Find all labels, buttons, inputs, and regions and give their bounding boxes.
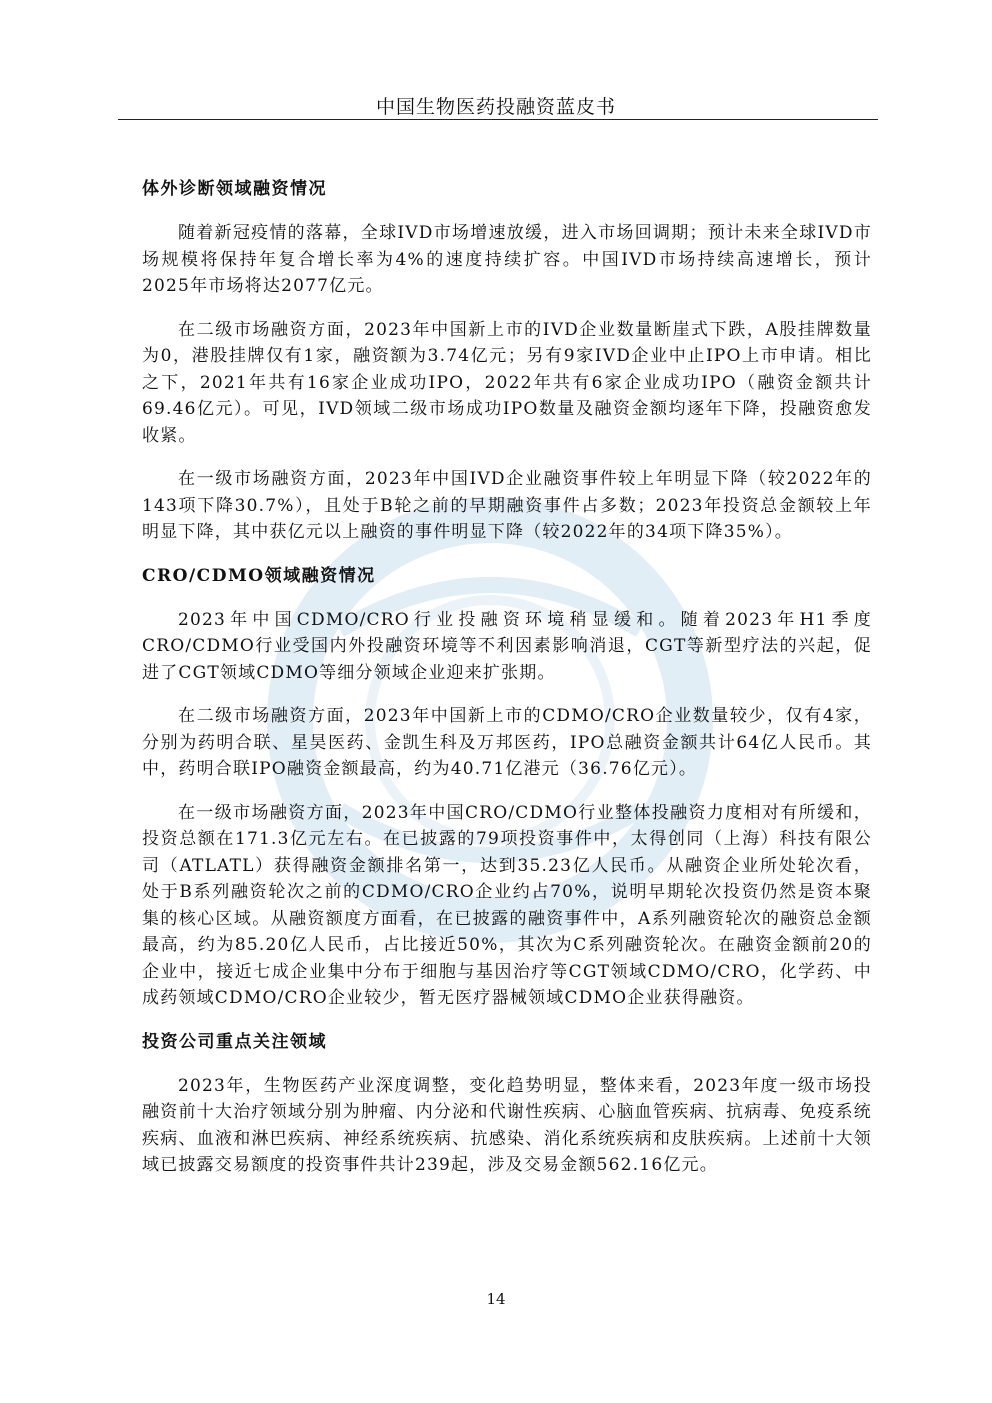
section-cro-cdmo	[142, 563, 872, 1012]
paragraph: 在一级市场融资方面，2023年中国IVD企业融资事件较上年明显下降（较2022年的143项下降30.7%），且处于B轮之前的早期融资事件占多数；2023年投资总金额较上年明显下降，其中获亿元以上融资的事件明显下降（较2022年的34项下降35%）。	[142, 469, 872, 542]
section-investment-focus	[142, 1029, 872, 1179]
paragraph: 在二级市场融资方面，2023年中国新上市的CDMO/CRO企业数量较少，仅有4家，分别为药明合联、星昊医药、金凯生科及万邦医药，IPO总融资金额共计64亿人民币。其中，药明合联IPO融资金额最高，约为40.71亿港元（36.76亿元）。	[142, 706, 872, 779]
section-heading: 投资公司重点关注领域	[142, 1031, 327, 1052]
paragraph: 2023年，生物医药产业深度调整，变化趋势明显，整体来看，2023年度一级市场投融资前十大治疗领域分别为肿瘤、内分泌和代谢性疾病、心脑血管疾病、抗病毒、免疫系统疾病、血液和淋巴疾病、神经系统疾病、抗感染、消化系统疾病和皮肤疾病。上述前十大领域已披露交易额度的投资事件共计239起，涉及交易金额562.16亿元。	[142, 1075, 872, 1175]
section-heading: 体外诊断领域融资情况	[142, 179, 327, 199]
paragraph: 随着新冠疫情的落幕，全球IVD市场增速放缓，进入市场回调期；预计未来全球IVD市场规模将保持年复合增长率为4%的速度持续扩容。中国IVD市场持续高速增长，预计2025年市场将达2077亿元。	[142, 223, 872, 296]
section-heading: CRO/CDMO领域融资情况	[142, 565, 376, 586]
section-ivd	[142, 176, 872, 546]
document-body	[142, 176, 872, 1196]
paragraph: 2023年中国CDMO/CRO行业投融资环境稍显缓和。随着2023年H1季度CRO/CDMO行业受国内外投融资环境等不利因素影响消退，CGT等新型疗法的兴起，促进了CGT领域CDMO等细分领域企业迎来扩张期。	[142, 609, 872, 683]
running-header: 中国生物医药投融资蓝皮书	[375, 96, 616, 118]
paragraph: 在二级市场融资方面，2023年中国新上市的IVD企业数量断崖式下跌，A股挂牌数量为0，港股挂牌仅有1家，融资额为3.74亿元；另有9家IVD企业中止IPO上市申请。相比之下，2021年共有16家企业成功IPO，2022年共有6家企业成功IPO（融资金额共计69.46亿元）。可见，IVD领域二级市场成功IPO数量及融资金额均逐年下降，投融资愈发收紧。	[142, 319, 872, 446]
paragraph: 在一级市场融资方面，2023年中国CRO/CDMO行业整体投融资力度相对有所缓和，投资总额在171.3亿元左右。在已披露的79项投资事件中，太得创同（上海）科技有限公司（ATLATL）获得融资金额排名第一，达到35.23亿人民币。从融资企业所处轮次看，处于B系列融资轮次之前的CDMO/CRO企业约占70%，说明早期轮次投资仍然是资本聚集的核心区域。从融资额度方面看，在已披露的融资事件中，A系列融资轮次的融资总金额最高，约为85.20亿人民币，占比接近50%，其次为C系列融资轮次。在融资金额前20的企业中，接近七成企业集中分布于细胞与基因治疗等CGT领域CDMO/CRO，化学药、中成药领域CDMO/CRO企业较少，暂无医疗器械领域CDMO企业获得融资。	[142, 802, 872, 1008]
page-number: 14	[486, 1290, 506, 1308]
header-rule	[118, 119, 878, 120]
